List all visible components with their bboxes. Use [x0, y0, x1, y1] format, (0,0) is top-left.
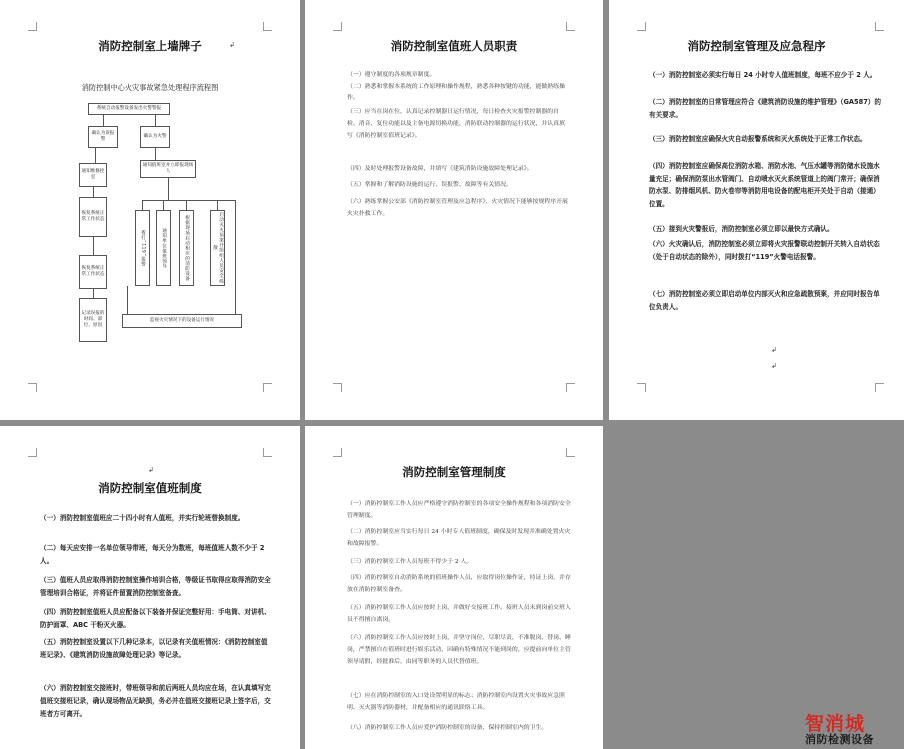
rule-item-3: （三）值班人员应取得消防控制室操作培训合格，等级证书取得应取得消防安全管理培训合格证，并将证件留置消防控制室备查。	[40, 576, 271, 597]
connector	[168, 178, 169, 200]
page-title: 消防控制室值班人员职责	[390, 39, 518, 53]
corner-mark	[566, 383, 575, 392]
duty-item-2: （二）熟悉和掌握本系统的工作原理和操作规程，熟悉各种按键的功能，能做熟练操作。	[347, 84, 565, 101]
connector	[142, 200, 143, 210]
page-title: 消防控制室管理制度	[402, 465, 506, 479]
connector	[163, 200, 164, 210]
connector	[217, 200, 218, 210]
flow-box-evacuation-plan: 启动灭火预案并组织人员安全疏散	[210, 210, 225, 286]
page-4	[0, 426, 300, 749]
procedure-item-6: （六）火灾确认后，消防控制室必须立即将火灾报警联动控制开关转入自动状态（处于自动状态的除外），同时拨打“119”火警电话报警。	[649, 240, 880, 261]
flow-box-record: 记录误报的时间、部位、原因	[79, 298, 107, 342]
corner-mark	[28, 448, 37, 457]
connector	[93, 187, 94, 197]
procedure-item-2: （二）消防控制室的日常管理应符合《建筑消防设施的维护管理》（GA587）的有关要求。	[649, 98, 881, 119]
duty-item-4: （四）及时处理报警设备故障，并填写《建筑消防设施故障处理记录》。	[347, 166, 533, 172]
procedure-item-7: （七）消防控制室必须立即启动单位内部灭火和应急疏散预案，并应同时报告单位负责人。	[649, 290, 880, 311]
page-title: 消防控制室值班制度	[98, 481, 202, 495]
procedure-item-5: （五）接到火灾警报后，消防控制室必须立即以最快方式确认。	[649, 225, 834, 233]
paragraph-mark: ↲	[771, 362, 777, 370]
flow-box-call-119: 拨打“119”报警	[135, 210, 150, 286]
corner-mark	[875, 22, 884, 31]
mgmt-item-7: （七）应在消防控制室的入口处设置明显的标志；消防控制室内设置火灾事故应急照明、灭火器等消防器材，并配备相应的通讯联络工具。	[347, 693, 565, 711]
corner-mark	[637, 22, 646, 31]
mgmt-item-8: （八）消防控制室工作人员应爱护消防控制室的设备，保持控制室内的卫生。	[347, 725, 548, 731]
procedure-item-3: （三）消防控制室应确保火灾自动报警系统和灭火系统处于正常工作状态。	[649, 135, 867, 143]
corner-mark	[875, 383, 884, 392]
corner-mark	[263, 448, 272, 457]
mgmt-item-3: （三）消防控制室工作人员每班不得少于 2 人。	[347, 559, 473, 565]
connector	[155, 148, 156, 160]
rule-item-4: （四）消防控制室值班人员应配备以下装备并保证完整好用：手电筒、对讲机、防护面罩、ABC 干粉灭火器。	[40, 608, 271, 629]
mgmt-item-4: （四）消防控制室自动消防系统的值班操作人员，应取得岗位操作证，持证上岗，并存放在消防控制室备查。	[347, 575, 571, 593]
mgmt-item-6: （六）消防控制室工作人员应按时上岗，并坚守岗位，尽职尽责，不准脱岗、替岗、睡岗，严禁擅自在值班时进行娱乐活动，因确有特殊情况不能到岗的，应提前向单位主管领导请假，经批准后，由同等职务的人员代替值班。	[347, 635, 571, 665]
page-title: 消防控制室上墙牌子	[98, 39, 202, 53]
rule-item-1: （一）消防控制室值班应二十四小时有人值班，并实行轮班替换制度。	[40, 514, 245, 522]
paragraph-mark: ↲	[229, 41, 235, 49]
flowchart	[0, 0, 300, 420]
flowchart-title: 消防控制中心火灾事故紧急处理程序流程图	[81, 84, 219, 92]
flow-box-monitor: 监视火灾情况下的设备运行情况	[122, 314, 242, 328]
page-2	[305, 0, 603, 420]
connector	[155, 115, 156, 126]
page-3	[609, 0, 904, 420]
paragraph-mark: ↲	[148, 466, 154, 474]
duty-item-5: （五）掌握和了解消防设施的运行、误报警、故障等有关情况。	[347, 182, 512, 188]
connector	[93, 289, 94, 298]
connector	[103, 115, 104, 126]
mgmt-item-2: （二）消防控制室应当实行每日 24 小时专人值班制度，确保及时发现并准确处置火灾和故障报警。	[347, 529, 571, 547]
page-5	[305, 426, 603, 749]
mgmt-item-1: （一）消防控制室工作人员应严格遵守消防控制室的各项安全操作规程和各项消防安全管理制度。	[347, 501, 571, 519]
corner-mark	[333, 383, 342, 392]
procedure-item-1: （一）消防控制室必须实行每日 24 小时专人值班制度，每班不应少于 2 人。	[649, 71, 877, 79]
connector	[93, 237, 94, 255]
procedure-item-4: （四）消防控制室应确保高位消防水箱、消防水池、气压水罐等消防储水设施水量充足；确保消防泵出水管阀门、自动喷水灭火系统管道上的阀门常开；确保消防水泵、防排烟风机、防火卷帘等消防用电设备的配电柜开关处于自动（接通）位置。	[649, 162, 880, 208]
brand-watermark-subtitle: 消防检测设备	[805, 733, 874, 746]
connector	[95, 148, 96, 163]
mgmt-item-5: （五）消防控制室工作人员应按时上岗，并做好交接班工作。接班人员未到岗前交班人员不得擅自离岗。	[347, 605, 571, 623]
connector	[142, 200, 218, 201]
duty-item-6: （六）熟练掌握公安部《消防控制室管理及应急程序》，火灾情况下能够按规程序开展火灾扑救工作。	[347, 199, 568, 217]
corner-mark	[637, 383, 646, 392]
corner-mark	[566, 22, 575, 31]
flow-box-alarm: 系统自动报警设备发出火警警报	[88, 103, 170, 115]
connector	[186, 200, 187, 210]
flow-box-recover-2: 恢复系统正常工作状态	[79, 255, 107, 289]
flow-box-recover-1: 恢复系统正常工作状态	[79, 197, 107, 237]
paragraph-mark: ↲	[771, 346, 777, 354]
rule-item-6: （六）消防控制室交接班时，带班领导和前后两班人员均应在场，在认真填写完值班交接班记录，确认现场物品无缺损，务必并在值班交接班记录上签字后，交班者方可离开。	[40, 684, 271, 718]
duty-item-3: （三）应当在岗在位，认真记录控制器日运行情况，每日检查火灾报警控制器的自检、消音、复位功能以及主备电源切换功能，消防联动控制器的运行状况，并认真填写《消防控制室值班记录》。	[347, 109, 565, 139]
corner-mark	[333, 448, 342, 457]
flow-box-start-equipment: 根据现场启动相应的消防设备	[179, 210, 194, 286]
flow-box-notify-duty-room: 通知值班室并立即报现场人	[140, 160, 196, 178]
connector	[217, 200, 235, 201]
duty-item-1: （一）遵守制度的各项规章制度。	[347, 72, 436, 78]
corner-mark	[566, 448, 575, 457]
page-1	[0, 0, 300, 420]
rule-item-2: （二）每天应安排一名单位领导带班，每天分为数班，每班值班人数不少于 2 人。	[40, 544, 265, 565]
flow-box-false-alarm: 确认为误报警	[88, 126, 118, 148]
brand-watermark: 智消城	[805, 713, 866, 735]
connector	[235, 200, 236, 314]
connector	[127, 286, 128, 314]
flow-box-notify-maintenance: 通知维修控室	[79, 163, 107, 187]
rule-item-5: （五）消防控制室设置以下几种记录本，以记录有关值班情况：《消防控制室值班记录》、《建筑消防设施故障处理记录》等记录。	[40, 638, 268, 659]
page-title: 消防控制室管理及应急程序	[687, 39, 826, 53]
flow-box-notify-leader: 通知单位值班领导	[156, 210, 171, 286]
flow-box-confirmed-fire: 确认为火警	[140, 126, 170, 148]
corner-mark	[333, 22, 342, 31]
